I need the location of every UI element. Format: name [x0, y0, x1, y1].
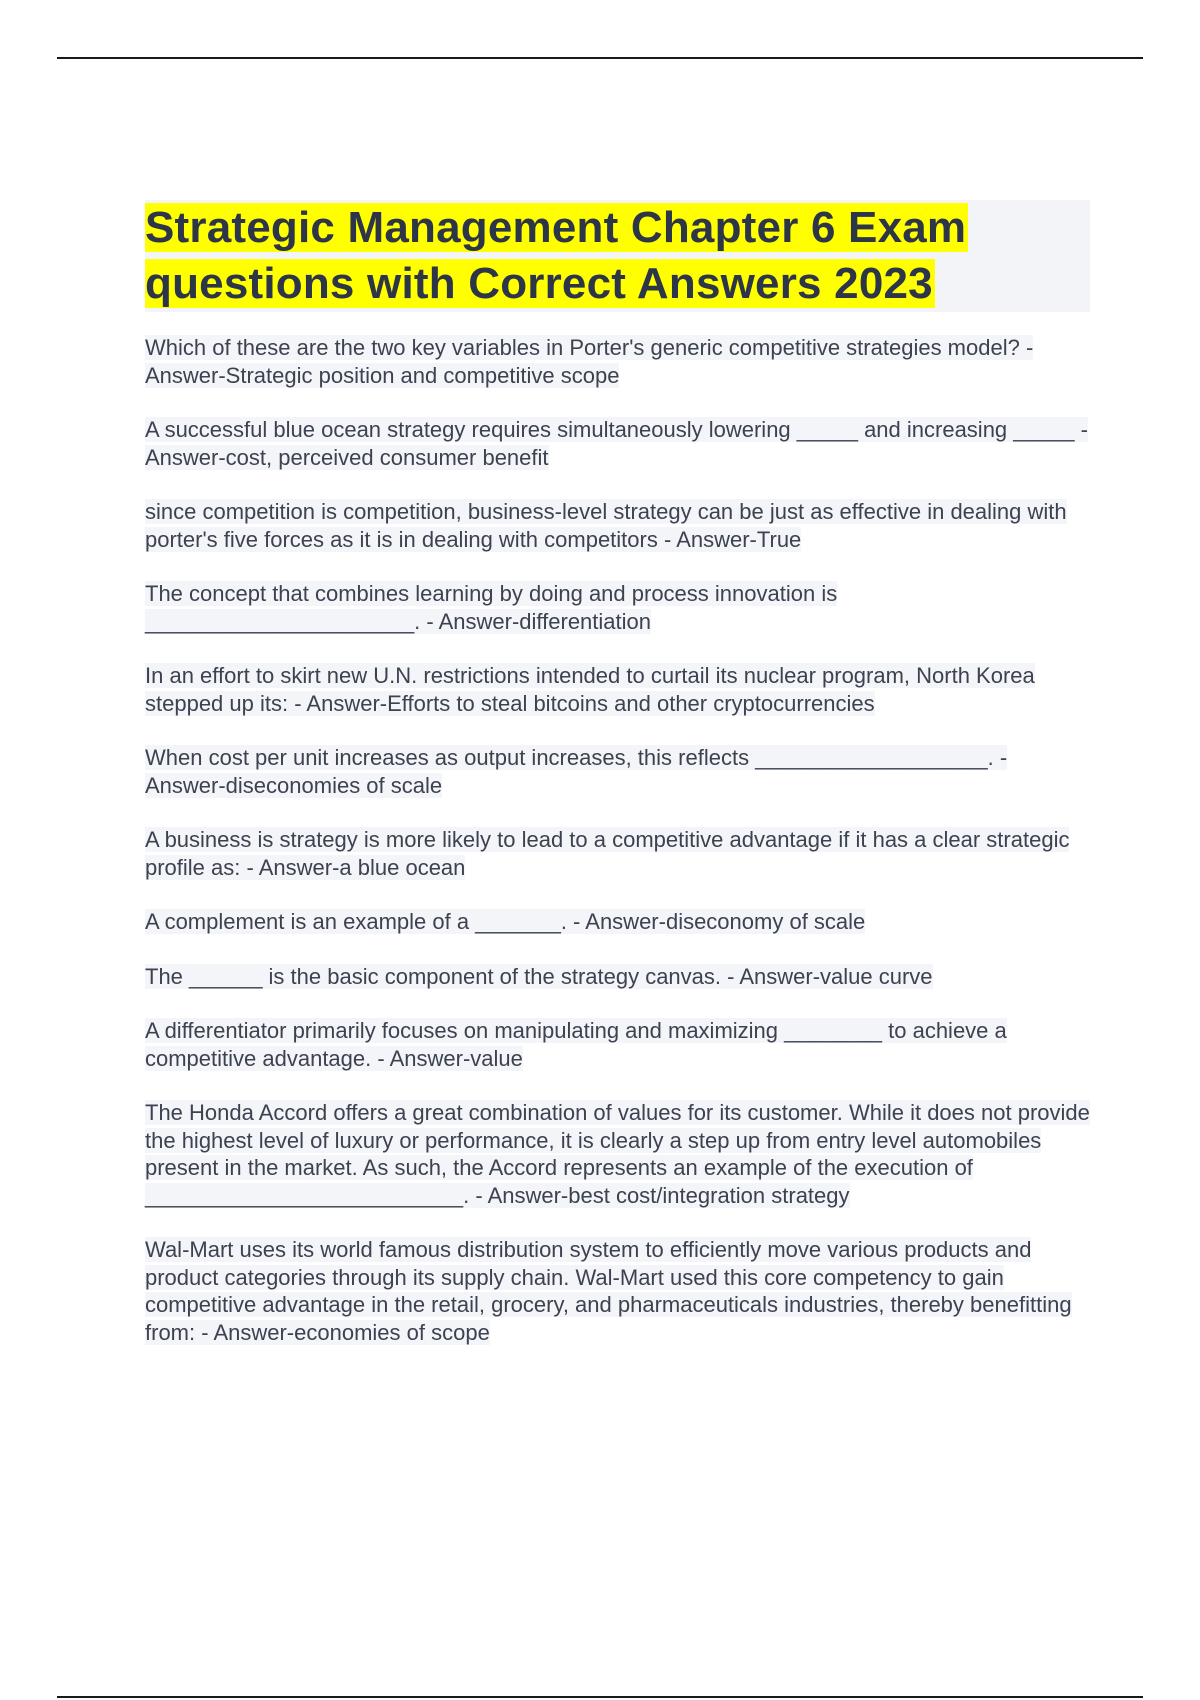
title-block	[145, 200, 1090, 312]
qa-text: When cost per unit increases as output increases, this reflects ___________________. - Answer-diseconomies of scale	[145, 745, 1008, 798]
qa-item	[145, 963, 1090, 991]
qa-item	[145, 826, 1090, 881]
qa-text: A business is strategy is more likely to lead to a competitive advantage if it has a clear strategic profile as: - Answer-a blue ocean	[145, 827, 1070, 880]
qa-item	[145, 580, 1090, 635]
title-line-2: questions with Correct Answers 2023	[145, 259, 933, 308]
top-rule	[57, 57, 1143, 59]
qa-item	[145, 744, 1090, 799]
qa-item	[145, 1099, 1090, 1209]
qa-text: In an effort to skirt new U.N. restrictions intended to curtail its nuclear program, North Korea stepped up its: - Answer-Efforts to steal bitcoins and other cryptocurrencies	[145, 663, 1035, 716]
bottom-rule	[57, 1696, 1143, 1698]
qa-item	[145, 908, 1090, 936]
qa-text: Wal-Mart uses its world famous distribution system to efficiently move various products and product categories through its supply chain. Wal-Mart used this core competency to gain competitive advantage in the retail, grocery, and pharmaceuticals industries, thereby benefitting from: - Answer-economies of scope	[145, 1237, 1072, 1345]
document-title	[145, 200, 1090, 312]
qa-text: A differentiator primarily focuses on manipulating and maximizing ________ to achieve a competitive advantage. - Answer-value	[145, 1018, 1007, 1071]
qa-item	[145, 334, 1090, 389]
qa-text: The concept that combines learning by doing and process innovation is ______________________. - Answer-differentiation	[145, 581, 838, 634]
qa-item	[145, 1017, 1090, 1072]
qa-text: A complement is an example of a _______. - Answer-diseconomy of scale	[145, 909, 866, 934]
qa-item	[145, 662, 1090, 717]
qa-item	[145, 498, 1090, 553]
qa-text: Which of these are the two key variables in Porter's generic competitive strategies model? - Answer-Strategic position and competitive scope	[145, 335, 1034, 388]
title-line-1: Strategic Management Chapter 6 Exam	[145, 203, 967, 252]
qa-text: A successful blue ocean strategy requires simultaneously lowering _____ and increasing _____ - Answer-cost, perceived consumer benefit	[145, 417, 1088, 470]
qa-text: The ______ is the basic component of the strategy canvas. - Answer-value curve	[145, 963, 933, 989]
qa-item	[145, 416, 1090, 471]
qa-text: The Honda Accord offers a great combination of values for its customer. While it does not provide the highest level of luxury or performance, it is clearly a step up from entry level automobiles present in the market. As such, the Accord represents an example of the execution of __________________________. - Answer-best cost/integration strategy	[145, 1100, 1090, 1208]
qa-item	[145, 1236, 1090, 1346]
document-body	[145, 200, 1090, 1373]
qa-text: since competition is competition, business-level strategy can be just as effective in dealing with porter's five forces as it is in dealing with competitors - Answer-True	[145, 499, 1067, 552]
